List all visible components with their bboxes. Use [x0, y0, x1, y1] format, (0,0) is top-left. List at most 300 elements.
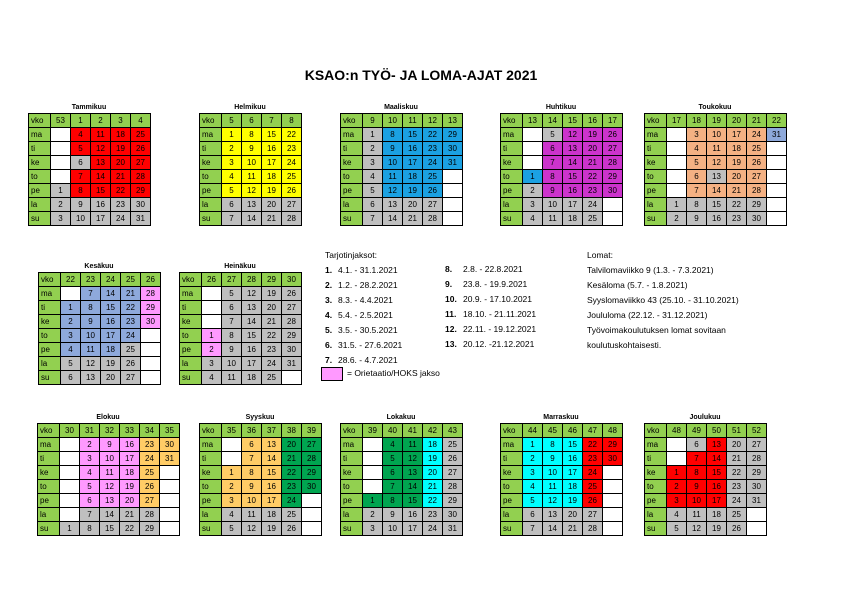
day-cell: 31: [160, 452, 180, 466]
day-row: [645, 184, 787, 198]
day-cell: [222, 452, 242, 466]
weekday-label: pe: [645, 494, 667, 508]
weekday-label: to: [341, 480, 363, 494]
period-dates: 22.11. - 19.12.2021: [463, 324, 537, 334]
week-header-row: [645, 424, 767, 438]
day-cell: 22: [727, 466, 747, 480]
weekday-label: ti: [200, 142, 222, 156]
day-cell: 30: [747, 212, 767, 226]
day-row: [180, 329, 302, 343]
day-cell: 21: [727, 452, 747, 466]
day-cell: 20: [403, 198, 423, 212]
weekday-label: ke: [645, 466, 667, 480]
day-cell: [747, 508, 767, 522]
day-cell: 6: [222, 301, 242, 315]
day-cell: 1: [523, 438, 543, 452]
weekday-label: pe: [39, 343, 61, 357]
day-cell: 19: [727, 156, 747, 170]
day-cell: 9: [81, 315, 101, 329]
weekday-label: ma: [341, 438, 363, 452]
month-marraskuu: [500, 413, 623, 536]
day-cell: 26: [423, 184, 443, 198]
weekday-label: su: [645, 522, 667, 536]
day-row: [341, 212, 463, 226]
day-cell: 29: [141, 301, 161, 315]
day-row: [341, 142, 463, 156]
day-cell: 27: [423, 198, 443, 212]
day-cell: 12: [707, 156, 727, 170]
day-cell: 27: [443, 466, 463, 480]
day-cell: 17: [262, 156, 282, 170]
day-row: [200, 184, 302, 198]
period-item: [445, 337, 536, 352]
weekday-label: ma: [29, 128, 51, 142]
day-cell: 13: [262, 438, 282, 452]
day-cell: 23: [423, 142, 443, 156]
month-table: [500, 113, 623, 226]
week-number: 25: [121, 273, 141, 287]
week-number: 19: [707, 114, 727, 128]
day-cell: 13: [707, 170, 727, 184]
day-cell: 11: [100, 466, 120, 480]
day-cell: 5: [222, 522, 242, 536]
day-cell: [603, 508, 623, 522]
day-cell: 15: [262, 466, 282, 480]
week-header-row: [200, 114, 302, 128]
day-cell: 2: [667, 480, 687, 494]
day-cell: 14: [707, 452, 727, 466]
day-cell: 21: [121, 287, 141, 301]
day-cell: 15: [563, 170, 583, 184]
week-header-row: [200, 424, 322, 438]
day-cell: 20: [111, 156, 131, 170]
day-cell: [767, 184, 787, 198]
day-cell: 21: [403, 212, 423, 226]
day-cell: 13: [100, 494, 120, 508]
period-number: 5.: [325, 325, 333, 335]
day-cell: 2: [80, 438, 100, 452]
day-cell: 28: [423, 212, 443, 226]
day-cell: 6: [543, 142, 563, 156]
day-row: [501, 508, 623, 522]
day-cell: 4: [222, 170, 242, 184]
day-cell: 1: [202, 329, 222, 343]
day-cell: 16: [262, 142, 282, 156]
page-title: KSAO:n TYÖ- JA LOMA-AJAT 2021: [304, 67, 538, 83]
day-cell: 5: [222, 287, 242, 301]
day-cell: [302, 508, 322, 522]
week-label: vko: [501, 114, 523, 128]
weekday-label: ti: [341, 142, 363, 156]
day-row: [645, 466, 767, 480]
day-cell: 21: [120, 508, 140, 522]
day-row: [645, 480, 767, 494]
periods-legend: [325, 250, 402, 368]
weekday-label: la: [645, 508, 667, 522]
day-cell: 17: [242, 357, 262, 371]
week-number: 14: [543, 114, 563, 128]
day-cell: 7: [222, 315, 242, 329]
weekday-label: ti: [39, 301, 61, 315]
month-name: Kesäkuu: [84, 263, 114, 270]
day-row: [29, 198, 151, 212]
weekday-label: la: [200, 508, 222, 522]
week-number: 39: [363, 424, 383, 438]
day-cell: 29: [747, 198, 767, 212]
day-row: [501, 452, 623, 466]
day-cell: 14: [100, 508, 120, 522]
day-row: [200, 522, 322, 536]
day-cell: 1: [363, 128, 383, 142]
day-row: [200, 142, 302, 156]
day-cell: 8: [687, 466, 707, 480]
day-cell: 17: [101, 329, 121, 343]
week-number: 18: [687, 114, 707, 128]
day-cell: 6: [242, 438, 262, 452]
day-cell: 26: [727, 522, 747, 536]
weekday-label: su: [180, 371, 202, 385]
day-cell: 2: [51, 198, 71, 212]
week-number: 32: [100, 424, 120, 438]
day-cell: 21: [583, 156, 603, 170]
weekday-label: pe: [645, 184, 667, 198]
day-cell: 12: [242, 522, 262, 536]
weekday-label: ke: [501, 156, 523, 170]
day-cell: 30: [160, 438, 180, 452]
week-number: 1: [71, 114, 91, 128]
week-number: 40: [383, 424, 403, 438]
day-cell: [603, 494, 623, 508]
day-cell: [603, 522, 623, 536]
week-header-row: [180, 273, 302, 287]
day-cell: 22: [583, 170, 603, 184]
month-name: Maaliskuu: [384, 104, 418, 111]
day-cell: 11: [242, 508, 262, 522]
weekday-label: ke: [341, 466, 363, 480]
week-number: 13: [443, 114, 463, 128]
day-cell: 19: [262, 184, 282, 198]
day-cell: 4: [523, 212, 543, 226]
day-row: [645, 522, 767, 536]
day-row: [341, 438, 463, 452]
day-cell: 23: [282, 480, 302, 494]
day-cell: 23: [121, 315, 141, 329]
day-cell: 14: [242, 315, 262, 329]
weekday-label: to: [180, 329, 202, 343]
month-table: [179, 272, 302, 385]
day-cell: 3: [202, 357, 222, 371]
holidays-list: [587, 263, 739, 353]
day-cell: 27: [282, 301, 302, 315]
day-cell: 4: [222, 508, 242, 522]
day-cell: 25: [443, 438, 463, 452]
day-cell: 14: [262, 452, 282, 466]
day-cell: [51, 170, 71, 184]
weekday-label: su: [341, 522, 363, 536]
day-cell: 17: [120, 452, 140, 466]
week-label: vko: [180, 273, 202, 287]
day-cell: 25: [131, 128, 151, 142]
period-number: 9.: [445, 279, 453, 289]
day-cell: 14: [101, 287, 121, 301]
day-cell: 16: [707, 212, 727, 226]
day-cell: 18: [563, 212, 583, 226]
day-cell: 4: [383, 438, 403, 452]
day-cell: 27: [121, 371, 141, 385]
day-cell: 16: [563, 452, 583, 466]
day-cell: 9: [543, 452, 563, 466]
day-row: [38, 480, 180, 494]
day-cell: 21: [563, 522, 583, 536]
day-cell: 5: [523, 494, 543, 508]
week-number: 36: [242, 424, 262, 438]
day-cell: 8: [81, 301, 101, 315]
week-label: vko: [341, 424, 363, 438]
day-cell: [667, 184, 687, 198]
day-cell: 7: [71, 170, 91, 184]
weekday-label: ma: [645, 438, 667, 452]
day-cell: 5: [383, 452, 403, 466]
day-cell: 10: [81, 329, 101, 343]
day-cell: 24: [747, 128, 767, 142]
day-cell: 22: [282, 466, 302, 480]
day-row: [645, 508, 767, 522]
day-cell: 12: [100, 480, 120, 494]
day-cell: 17: [707, 494, 727, 508]
day-cell: 31: [282, 357, 302, 371]
day-cell: 5: [363, 184, 383, 198]
week-number: 33: [120, 424, 140, 438]
weekday-label: su: [39, 371, 61, 385]
day-cell: 11: [91, 128, 111, 142]
day-cell: 7: [543, 156, 563, 170]
day-cell: 10: [383, 522, 403, 536]
week-number: 2: [91, 114, 111, 128]
day-cell: 21: [282, 452, 302, 466]
day-row: [180, 357, 302, 371]
day-cell: 20: [120, 494, 140, 508]
day-cell: 11: [543, 212, 563, 226]
day-cell: 12: [563, 128, 583, 142]
week-number: 26: [141, 273, 161, 287]
day-cell: 28: [603, 156, 623, 170]
day-cell: 18: [262, 170, 282, 184]
week-number: 3: [111, 114, 131, 128]
weekday-label: ke: [341, 156, 363, 170]
day-cell: 15: [100, 522, 120, 536]
day-cell: 15: [707, 466, 727, 480]
day-cell: 11: [383, 170, 403, 184]
day-cell: 14: [563, 156, 583, 170]
week-number: 38: [282, 424, 302, 438]
period-dates: 20.12. -21.12.2021: [463, 339, 535, 349]
period-number: 6.: [325, 340, 333, 350]
month-table: [199, 113, 302, 226]
day-cell: 7: [523, 522, 543, 536]
day-cell: 19: [563, 494, 583, 508]
day-cell: 22: [423, 128, 443, 142]
day-cell: 12: [403, 452, 423, 466]
day-cell: 22: [583, 438, 603, 452]
day-cell: 11: [543, 480, 563, 494]
period-item: [325, 263, 402, 278]
day-cell: 20: [262, 301, 282, 315]
period-number: 3.: [325, 295, 333, 305]
day-cell: 1: [60, 522, 80, 536]
day-cell: [202, 315, 222, 329]
month-name: Syyskuu: [245, 414, 275, 421]
day-cell: 23: [583, 184, 603, 198]
weekday-label: ti: [180, 301, 202, 315]
period-item: [325, 278, 402, 293]
day-cell: 26: [140, 480, 160, 494]
day-cell: 25: [262, 371, 282, 385]
day-cell: [603, 466, 623, 480]
day-cell: 28: [282, 315, 302, 329]
day-cell: 24: [727, 494, 747, 508]
day-cell: 27: [282, 198, 302, 212]
day-cell: 26: [603, 128, 623, 142]
day-cell: 26: [131, 142, 151, 156]
weekday-label: su: [341, 212, 363, 226]
weekday-label: ti: [200, 452, 222, 466]
week-header-row: [645, 114, 787, 128]
day-cell: 22: [111, 184, 131, 198]
period-dates: 28.6. - 4.7.2021: [338, 355, 398, 365]
weekday-label: ti: [501, 142, 523, 156]
day-cell: 11: [707, 142, 727, 156]
week-number: 15: [563, 114, 583, 128]
day-cell: 9: [687, 480, 707, 494]
day-cell: 10: [543, 466, 563, 480]
weekday-label: su: [38, 522, 60, 536]
day-row: [39, 343, 161, 357]
day-cell: 16: [563, 184, 583, 198]
day-cell: 15: [403, 128, 423, 142]
day-cell: 25: [727, 508, 747, 522]
holidays-legend: [587, 250, 739, 353]
weekday-label: pe: [341, 184, 363, 198]
day-row: [180, 287, 302, 301]
day-cell: 26: [443, 452, 463, 466]
holiday-item: koulutuskohtaisesti.: [587, 340, 662, 350]
day-cell: 15: [262, 128, 282, 142]
day-cell: [222, 438, 242, 452]
day-row: [38, 438, 180, 452]
day-cell: 27: [747, 170, 767, 184]
weekday-label: ti: [29, 142, 51, 156]
day-row: [501, 184, 623, 198]
day-cell: 16: [120, 438, 140, 452]
day-cell: 22: [727, 198, 747, 212]
day-cell: 23: [423, 508, 443, 522]
day-cell: 16: [262, 480, 282, 494]
week-number: 17: [667, 114, 687, 128]
day-cell: 3: [222, 494, 242, 508]
day-cell: 24: [121, 329, 141, 343]
day-cell: 20: [262, 198, 282, 212]
day-cell: 6: [80, 494, 100, 508]
week-number: 48: [667, 424, 687, 438]
day-cell: 30: [282, 343, 302, 357]
week-number: 35: [160, 424, 180, 438]
day-cell: 28: [131, 170, 151, 184]
day-cell: 29: [282, 329, 302, 343]
day-cell: 24: [282, 156, 302, 170]
day-row: [501, 156, 623, 170]
day-row: [645, 170, 787, 184]
day-cell: 21: [262, 212, 282, 226]
day-cell: 30: [302, 480, 322, 494]
day-cell: 17: [262, 494, 282, 508]
day-cell: 24: [282, 494, 302, 508]
day-row: [180, 371, 302, 385]
day-row: [200, 494, 322, 508]
day-cell: 1: [667, 198, 687, 212]
day-cell: 10: [242, 156, 262, 170]
day-cell: 20: [727, 438, 747, 452]
month-name: Huhtikuu: [545, 104, 577, 111]
day-cell: [667, 170, 687, 184]
week-number: 34: [140, 424, 160, 438]
day-cell: [60, 480, 80, 494]
day-cell: 13: [383, 198, 403, 212]
day-cell: 6: [61, 371, 81, 385]
day-cell: 6: [383, 466, 403, 480]
day-cell: 7: [81, 287, 101, 301]
day-cell: 2: [667, 212, 687, 226]
day-cell: [747, 522, 767, 536]
day-cell: 14: [403, 480, 423, 494]
day-cell: [523, 128, 543, 142]
week-number: 35: [222, 424, 242, 438]
day-cell: [667, 452, 687, 466]
week-number: 17: [603, 114, 623, 128]
day-cell: 6: [71, 156, 91, 170]
week-number: 29: [262, 273, 282, 287]
day-row: [29, 212, 151, 226]
weekday-label: ke: [200, 156, 222, 170]
day-row: [180, 315, 302, 329]
holiday-item: Talvilomaviikko 9 (1.3. - 7.3.2021): [587, 265, 714, 275]
day-cell: 7: [687, 184, 707, 198]
day-row: [645, 128, 787, 142]
weekday-label: ma: [200, 128, 222, 142]
day-cell: 18: [563, 480, 583, 494]
day-cell: 2: [523, 452, 543, 466]
day-cell: [667, 438, 687, 452]
day-cell: 1: [222, 466, 242, 480]
day-cell: 5: [61, 357, 81, 371]
period-dates: 18.10. - 21.11.2021: [463, 309, 537, 319]
weekday-label: to: [29, 170, 51, 184]
week-number: 47: [583, 424, 603, 438]
day-cell: 16: [91, 198, 111, 212]
period-number: 11.: [445, 309, 457, 319]
day-cell: 19: [262, 287, 282, 301]
day-cell: [523, 156, 543, 170]
day-cell: 4: [61, 343, 81, 357]
day-cell: 29: [443, 494, 463, 508]
day-cell: 21: [423, 480, 443, 494]
week-number: 21: [747, 114, 767, 128]
day-row: [39, 329, 161, 343]
week-number: 48: [603, 424, 623, 438]
day-cell: 27: [603, 142, 623, 156]
day-cell: 28: [747, 184, 767, 198]
day-cell: 3: [61, 329, 81, 343]
day-cell: [667, 142, 687, 156]
